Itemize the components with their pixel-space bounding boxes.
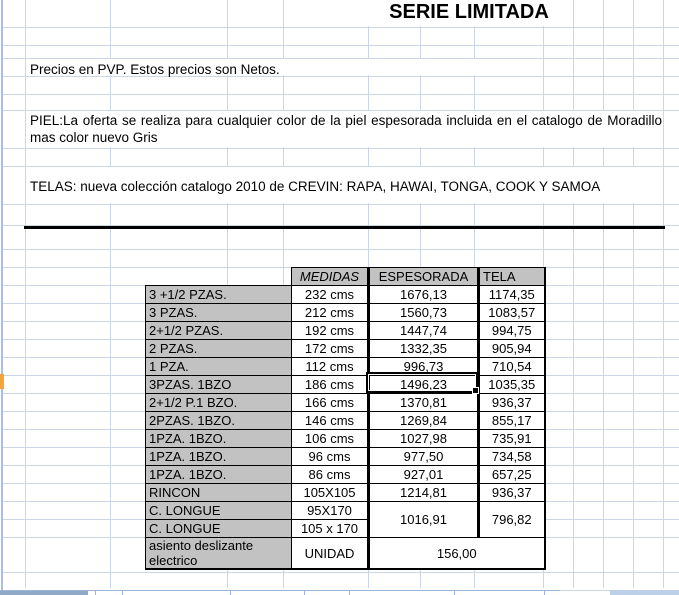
gridline <box>2 249 679 250</box>
cell-tela[interactable]: 710,54 <box>479 358 545 376</box>
cell-espesorada[interactable]: 1332,35 <box>369 340 479 358</box>
row-label[interactable]: 1PZA. 1BZO. <box>146 430 292 448</box>
row-label[interactable]: RINCON <box>146 484 292 502</box>
cell-medida[interactable]: 146 cms <box>292 412 369 430</box>
gridline <box>2 45 679 46</box>
sheet-tab-partial[interactable] <box>95 590 123 595</box>
table-row <box>146 412 545 430</box>
row-label[interactable]: C. LONGUE <box>146 520 292 538</box>
gridline <box>663 0 664 588</box>
cell-medida[interactable]: 106 cms <box>292 430 369 448</box>
table-row <box>146 484 545 502</box>
selected-cell-outline[interactable] <box>366 372 478 393</box>
cell-tela-merged[interactable]: 796,82 <box>479 502 545 538</box>
header-medidas[interactable]: MEDIDAS <box>292 268 369 286</box>
table-row <box>146 466 545 484</box>
cell-tela[interactable]: 855,17 <box>479 412 545 430</box>
cell-espesorada-merged[interactable]: 1016,91 <box>369 502 479 538</box>
cell-tela[interactable]: 936,37 <box>479 394 545 412</box>
cell-medida[interactable]: 232 cms <box>292 286 369 304</box>
cell-medida[interactable]: 96 cms <box>292 448 369 466</box>
note-pricing: Precios en PVP. Estos precios son Netos. <box>30 62 280 77</box>
row-label[interactable]: 1PZA. 1BZO. <box>146 466 292 484</box>
gridline <box>2 204 679 205</box>
cell-espesorada[interactable]: 1676,13 <box>369 286 479 304</box>
row-label[interactable]: 1 PZA. <box>146 358 292 376</box>
price-table <box>145 267 546 570</box>
gridline <box>573 0 574 588</box>
cell-medida[interactable]: 166 cms <box>292 394 369 412</box>
cell-tela[interactable]: 936,37 <box>479 484 545 502</box>
gridline <box>603 0 604 588</box>
cell-espesorada[interactable]: 996,73 <box>369 358 479 376</box>
row-label[interactable]: 3 +1/2 PZAS. <box>146 286 292 304</box>
cell-espesorada[interactable]: 927,01 <box>369 466 479 484</box>
table-row <box>146 538 545 570</box>
row-label[interactable]: asiento deslizante electrico <box>146 538 292 570</box>
table-row <box>146 340 545 358</box>
table-row <box>146 304 545 322</box>
cell-medida[interactable]: 95X170 <box>292 502 369 520</box>
cell-espesorada[interactable]: 1447,74 <box>369 322 479 340</box>
gridline <box>2 572 679 573</box>
row-label[interactable]: 1PZA. 1BZO. <box>146 448 292 466</box>
note-piel: PIEL:La oferta se realiza para cualquier color de la piel espesorada incluida en el catalogo de Moradillo mas color nuevo Gris <box>30 113 662 145</box>
cell-espesorada[interactable]: 977,50 <box>369 448 479 466</box>
row-label[interactable]: 2PZAS. 1BZO. <box>146 412 292 430</box>
cell-espesorada[interactable]: 1560,73 <box>369 304 479 322</box>
row-label[interactable]: 2+1/2 PZAS. <box>146 322 292 340</box>
table-header-row <box>146 268 545 286</box>
cell-medida[interactable]: 112 cms <box>292 358 369 376</box>
cell-tela[interactable]: 1083,57 <box>479 304 545 322</box>
cell-medida[interactable]: 86 cms <box>292 466 369 484</box>
table-row <box>146 358 545 376</box>
table-row <box>146 502 545 520</box>
note-telas: TELAS: nueva colección catalogo 2010 de CREVIN: RAPA, HAWAI, TONGA, COOK Y SAMOA <box>30 179 601 194</box>
cell-espesorada[interactable]: 1370,81 <box>369 394 479 412</box>
table-row <box>146 430 545 448</box>
row-label[interactable]: 2 PZAS. <box>146 340 292 358</box>
cell-medida[interactable]: 212 cms <box>292 304 369 322</box>
fill-handle[interactable] <box>472 387 479 394</box>
cell-tela[interactable]: 735,91 <box>479 430 545 448</box>
table-row <box>146 322 545 340</box>
cell-medida[interactable]: 105X105 <box>292 484 369 502</box>
cell-tela[interactable]: 994,75 <box>479 322 545 340</box>
gridline <box>25 0 26 588</box>
sheet-tab-partial[interactable] <box>349 590 455 595</box>
cell-tela[interactable]: 1035,35 <box>479 376 545 394</box>
gridline <box>110 0 111 588</box>
cell-espesorada-selected[interactable]: 1496,23 <box>369 376 479 394</box>
row-label[interactable]: 2+1/2 P.1 BZO. <box>146 394 292 412</box>
cell-tela[interactable]: 734,58 <box>479 448 545 466</box>
cell-tela[interactable]: 1174,35 <box>479 286 545 304</box>
table-row <box>146 376 545 394</box>
gridline <box>2 94 679 95</box>
gridline <box>633 0 634 588</box>
gridline <box>2 148 679 149</box>
cell-medida[interactable]: 172 cms <box>292 340 369 358</box>
sheet-left-edge-line <box>1 0 3 590</box>
gridline <box>2 27 679 28</box>
cell-medida[interactable]: 186 cms <box>292 376 369 394</box>
cell-tela[interactable]: 657,25 <box>479 466 545 484</box>
active-row-marker <box>0 374 4 389</box>
cell-precio-merged[interactable]: 156,00 <box>369 538 545 570</box>
sheet-tab-partial[interactable] <box>304 590 350 595</box>
sheet-tab-partial[interactable] <box>454 590 545 595</box>
sheet-title: SERIE LIMITADA <box>389 1 549 23</box>
header-ghost-cell[interactable] <box>146 268 292 286</box>
tab-strip-right-block <box>610 590 679 595</box>
row-label[interactable]: 3PZAS. 1BZO <box>146 376 292 394</box>
header-tela[interactable]: TELA <box>479 268 545 286</box>
cell-medida[interactable]: 105 x 170 <box>292 520 369 538</box>
row-label[interactable]: C. LONGUE <box>146 502 292 520</box>
header-espesorada[interactable]: ESPESORADA <box>369 268 479 286</box>
table-row <box>146 286 545 304</box>
table-row <box>146 394 545 412</box>
cell-medida[interactable]: UNIDAD <box>292 538 369 570</box>
table-row <box>146 448 545 466</box>
cell-espesorada[interactable]: 1027,98 <box>369 430 479 448</box>
cell-espesorada[interactable]: 1269,84 <box>369 412 479 430</box>
tab-strip-left-block <box>0 591 88 595</box>
cell-espesorada[interactable]: 1214,81 <box>369 484 479 502</box>
thick-divider-rule <box>24 226 665 229</box>
cell-tela[interactable]: 905,94 <box>479 340 545 358</box>
sheet-tab-partial[interactable] <box>230 590 305 595</box>
row-label[interactable]: 3 PZAS. <box>146 304 292 322</box>
cell-medida[interactable]: 192 cms <box>292 322 369 340</box>
